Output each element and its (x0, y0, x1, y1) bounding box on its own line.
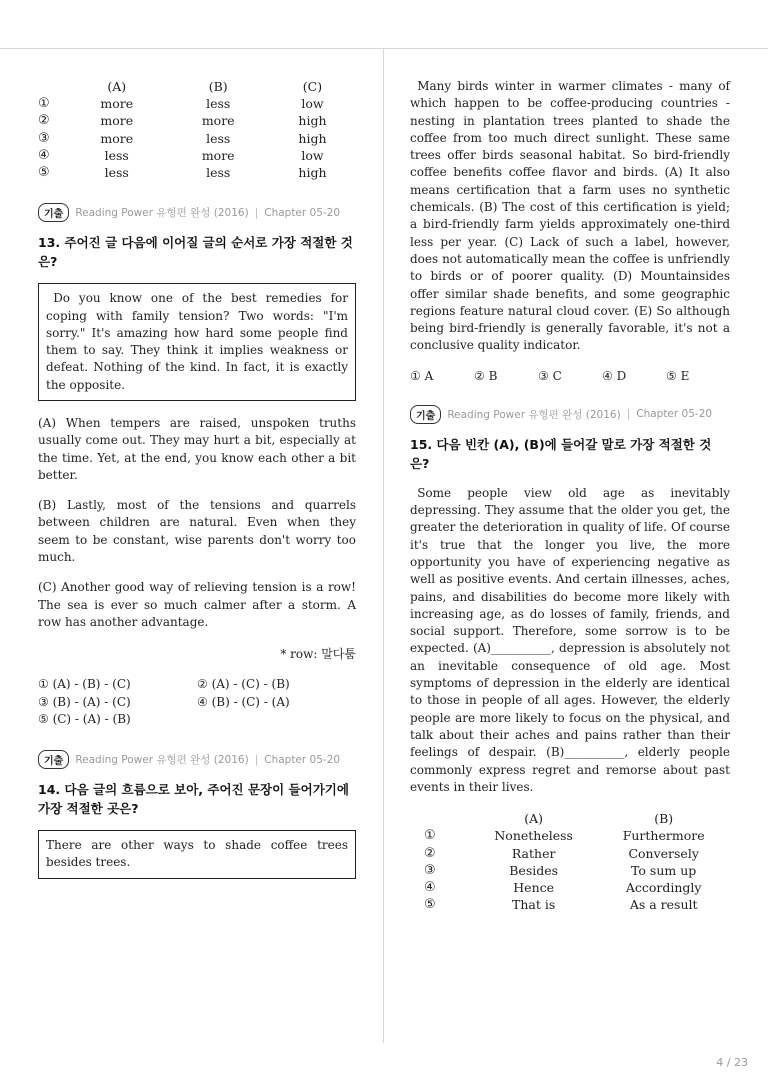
source-book: Reading Power 유형편 완성 (2016) (447, 408, 621, 421)
header-rule (0, 48, 768, 49)
q14-answers (410, 369, 730, 383)
source-book: Reading Power 유형편 완성 (2016) (75, 207, 249, 220)
q13-gloss: * row: 말다툼 (280, 647, 356, 662)
table-header-row (410, 810, 730, 827)
source-separator: | (254, 753, 259, 766)
choice-3[interactable]: ③ (B) - (A) - (C) (38, 694, 131, 709)
table-row[interactable] (410, 845, 730, 862)
option-number: ④ (424, 879, 436, 895)
answer-4[interactable]: ④ D (602, 368, 627, 383)
col-header-c: (C) (302, 79, 323, 94)
table-row[interactable] (38, 147, 356, 164)
source-badge: 기출 (38, 750, 69, 769)
table-header-row (38, 78, 356, 95)
option-a: Rather (511, 845, 556, 861)
answer-1[interactable]: ① A (410, 368, 434, 383)
option-b: less (206, 96, 231, 112)
table-row[interactable] (410, 896, 730, 913)
option-c: high (298, 130, 327, 146)
choice-1[interactable]: ① (A) - (B) - (C) (38, 677, 131, 692)
q15-options-table (410, 810, 730, 913)
col-header-a: (A) (524, 811, 544, 827)
table-row[interactable] (410, 879, 730, 896)
q12-options-table (38, 78, 356, 181)
option-a: less (104, 147, 129, 163)
table-row[interactable] (410, 862, 730, 879)
q13-given-passage: Do you know one of the best remedies for coping with family tension? Two words: "I'm sorry." It's amazing how hard some people find them to say. They think it implies weakness or defeat. Nothing of the kind. In fact, it is exactly the opposite. (38, 283, 356, 401)
option-a: Hence (513, 879, 555, 895)
source-chapter: Chapter 05-20 (636, 408, 713, 421)
col-header-a: (A) (107, 79, 127, 94)
option-b: more (201, 113, 235, 129)
source-separator: | (254, 206, 259, 219)
q13-title: 13. 주어진 글 다음에 이어질 글의 순서로 가장 적절한 것은? (38, 235, 353, 270)
left-column (38, 78, 356, 879)
source-separator: | (626, 408, 631, 421)
option-b: Conversely (628, 845, 699, 861)
q13-paragraph-a: (A) When tempers are raised, unspoken truths usually come out. They may hurt a bit, especially at the time. Yet, at the end, you know each other a bit better. (38, 416, 356, 482)
q13-choices (38, 676, 356, 728)
choice-5[interactable]: ⑤ (C) - (A) - (B) (38, 711, 131, 726)
q15-passage: Some people view old age as inevitably depressing. They assume that the older you get, the greater the deterioration in quality of life. Of course it's true that the longer you live, the more opportunity you have of experiencing negative as well as positive events. And certain illnesses, aches, pains, and disabilities do become more likely with increasing age, as do losses of family, friends, and social support. Therefore, some sorrow is to be expected. (A)__________, depression is absolutely not an inevitable consequence of old age. Most symptoms of depression in the elderly are identical to those in people of all ages. However, the elderly people are more likely to focus on the physical, and talk about their aches and pains rather than their feelings of despair. (B)__________, elderly people commonly express regret and remorse about past events in their lives. (410, 485, 730, 794)
option-a: more (100, 130, 134, 146)
option-number: ① (38, 96, 50, 112)
q14-source (38, 750, 356, 769)
source-badge: 기출 (38, 203, 69, 222)
source-chapter: Chapter 05-20 (264, 753, 341, 766)
option-c: low (301, 147, 324, 163)
q14-given-sentence: There are other ways to shade coffee trees besides trees. (38, 830, 356, 879)
table-row[interactable] (38, 164, 356, 181)
q15-title: 15. 다음 빈칸 (A), (B)에 들어갈 말로 가장 적절한 것은? (410, 436, 712, 471)
option-b: less (206, 165, 231, 181)
option-number: ⑤ (38, 165, 50, 181)
choice-4[interactable]: ④ (B) - (C) - (A) (197, 694, 290, 709)
option-number: ⑤ (424, 897, 436, 913)
table-row[interactable] (410, 827, 730, 844)
option-number: ② (424, 845, 436, 861)
option-b: Accordingly (625, 879, 702, 895)
option-c: low (301, 96, 324, 112)
right-column (410, 78, 730, 913)
answer-3[interactable]: ③ C (538, 368, 562, 383)
choice-2[interactable]: ② (A) - (C) - (B) (197, 677, 290, 692)
option-c: high (298, 165, 327, 181)
col-header-b: (B) (208, 79, 228, 94)
table-row[interactable] (38, 130, 356, 147)
option-b: more (201, 147, 235, 163)
source-chapter: Chapter 05-20 (264, 206, 341, 219)
option-b: To sum up (631, 862, 697, 878)
source-badge: 기출 (410, 405, 441, 424)
option-c: high (298, 113, 327, 129)
option-a: more (100, 113, 134, 129)
table-row[interactable] (38, 95, 356, 112)
col-header-b: (B) (654, 811, 674, 827)
option-a: less (104, 165, 129, 181)
q13-paragraph-c: (C) Another good way of relieving tension is a row! The sea is ever so much calmer after a storm. A row has another advantage. (38, 580, 356, 629)
option-number: ③ (38, 130, 50, 146)
source-book: Reading Power 유형편 완성 (2016) (75, 754, 249, 767)
option-a: more (100, 96, 134, 112)
q15-source (410, 405, 730, 424)
q14-title: 14. 다음 글의 흐름으로 보아, 주어진 문장이 들어가기에 가장 적절한 곳은? (38, 782, 349, 817)
option-b: less (206, 130, 231, 146)
option-number: ① (424, 828, 436, 844)
option-a: Besides (509, 862, 559, 878)
q14-passage: Many birds winter in warmer climates - many of which happen to be coffee-producing countries - nesting in plantation trees planted to shade the coffee from too much direct sunlight. These same trees offer birds seasonal habitat. So bird-friendly coffee benefits coffee flavor and birds. (A) It also means certification that a farm uses no synthetic chemicals. (B) The cost of this certification is yield; a bird-friendly farm yields approximately one-third less per year. (C) Lack of such a label, however, does not automatically mean the coffee is unfriendly to birds or of poorer quality. (D) Mountainsides offer similar shade benefits, and some geographic regions feature natural cloud cover. (E) So although being bird-friendly is generally favorable, it's not a conclusive quality indicator. (410, 79, 730, 353)
q13-paragraph-b: (B) Lastly, most of the tensions and quarrels between children are natural. Even when they seem to be constant, wise parents don't worry too much. (38, 498, 356, 565)
page-number: 4 / 23 (716, 1056, 748, 1069)
column-divider (383, 48, 384, 1043)
table-row[interactable] (38, 112, 356, 129)
option-a: Nonetheless (494, 828, 573, 844)
option-a: That is (512, 897, 556, 913)
option-number: ② (38, 113, 50, 129)
option-number: ③ (424, 862, 436, 878)
option-b: As a result (629, 897, 698, 913)
q13-source (38, 203, 356, 222)
option-number: ④ (38, 147, 50, 163)
answer-5[interactable]: ⑤ E (666, 368, 690, 383)
answer-2[interactable]: ② B (474, 368, 498, 383)
option-b: Furthermore (622, 828, 705, 844)
